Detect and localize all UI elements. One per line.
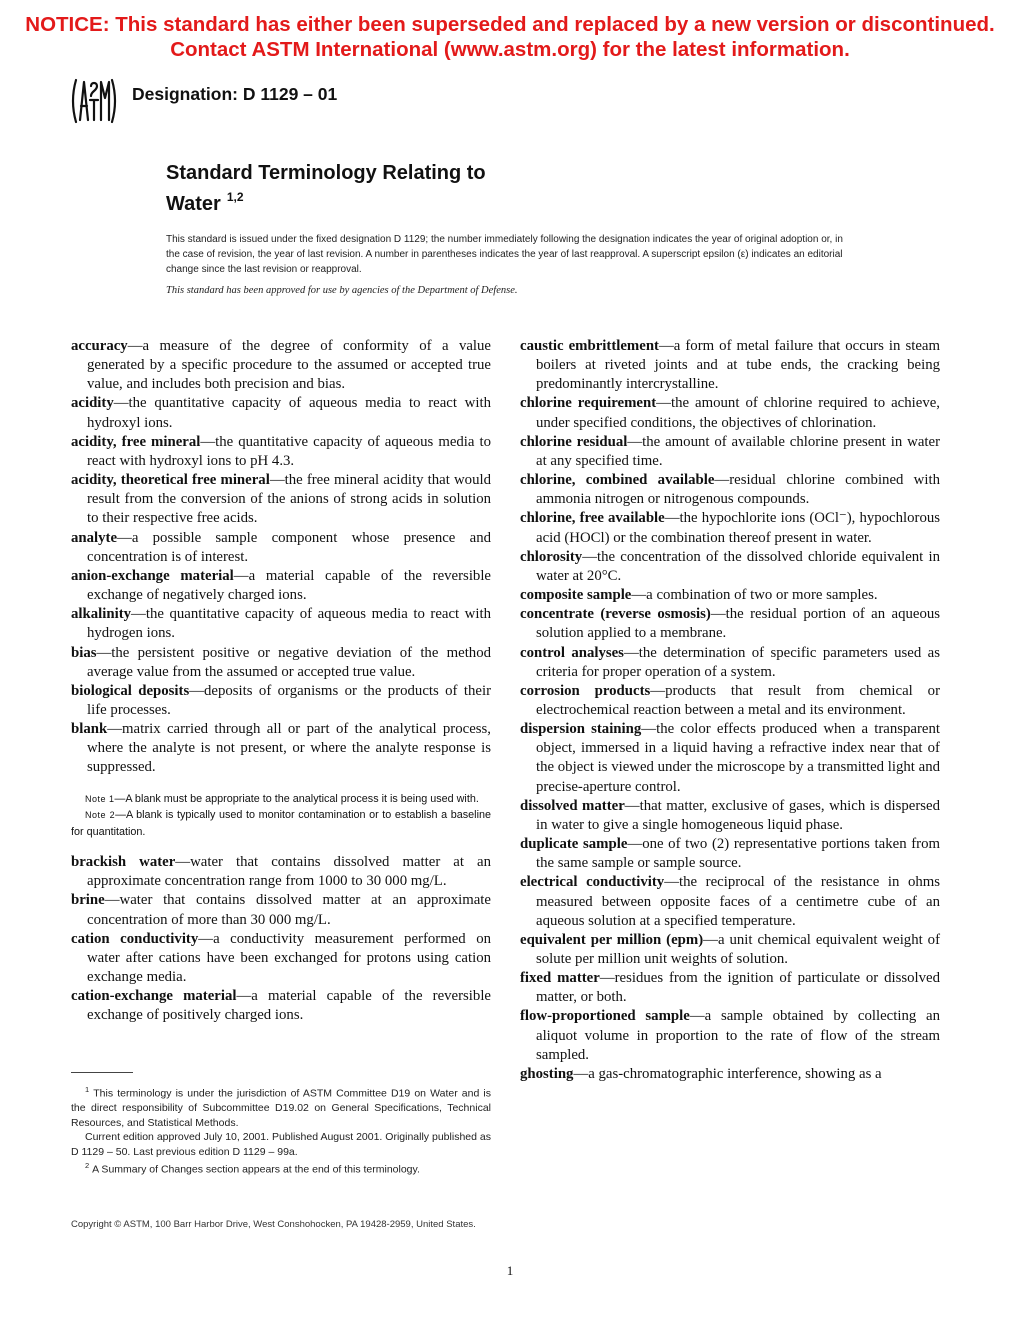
term-name: corrosion products: [520, 682, 651, 699]
term-entry: [71, 891, 491, 929]
note-label: Note 1: [85, 793, 115, 804]
term-entry: [520, 720, 940, 797]
term-entry: [520, 337, 940, 394]
term-name: concentrate (reverse osmosis): [520, 606, 711, 623]
left-column: [71, 337, 491, 1026]
term-entry: [71, 567, 491, 605]
term-entry: [71, 605, 491, 643]
term-definition: —a gas-chromatographic interference, showing as a: [573, 1065, 882, 1082]
term-name: chlorine, free available: [520, 510, 665, 527]
term-entry: [71, 853, 491, 891]
term-name: electrical conductivity: [520, 874, 665, 891]
edition-info: Current edition approved July 10, 2001. Published August 2001. Originally published as D 1129 – 50. Last previous edition D 1129 – 99a.: [71, 1131, 491, 1158]
page-number: 1: [506, 1263, 514, 1278]
term-definition: —products that result from chemical or electrochemical reaction between a metal and its environment.: [536, 682, 940, 718]
footnote-2: $^2$ A Summary of Changes section appears at the end of this terminology.: [85, 1161, 420, 1176]
footnote-1: $^1$ This terminology is under the jurisdiction of ASTM Committee D19 on Water and is the direct responsibility of Subcommittee D19.02 on General Specifications, Technical Resources, and Statistical Methods.: [71, 1085, 491, 1129]
title-line-2: Water $^{1,2}$: [166, 190, 244, 215]
term-entry: [71, 394, 491, 432]
term-name: chlorine requirement: [520, 395, 657, 412]
term-name: blank: [71, 721, 108, 738]
term-definition: —the color effects produced when a transparent object, immersed in a liquid having a refractive index near that of the object is viewed under the microscope by a transmitted light and precise-aperture control.: [536, 721, 940, 795]
term-name: cation-exchange material: [71, 988, 237, 1005]
term-list-a: [71, 337, 491, 778]
term-name: acidity, theoretical free mineral: [71, 472, 270, 489]
term-entry: [520, 873, 940, 930]
term-name: chlorine, combined available: [520, 472, 715, 489]
term-name: acidity, free mineral: [71, 433, 201, 450]
copyright: Copyright © ASTM, 100 Barr Harbor Drive, West Conshohocken, PA 19428-2959, United States.: [71, 1219, 476, 1230]
note: [71, 791, 491, 808]
term-definition: —the amount of available chlorine present in water at any specified time.: [536, 433, 940, 469]
term-name: anion-exchange material: [71, 567, 234, 584]
term-entry: [71, 337, 491, 394]
note-label: Note 2: [85, 810, 116, 821]
term-definition: —a material capable of the reversible exchange of positively charged ions.: [87, 988, 491, 1024]
term-name: alkalinity: [71, 606, 132, 623]
issued-statement: This standard is issued under the fixed designation D 1129; the number immediately following the designation indicates the year of original adoption or, in the case of revision, the year of last revision. A number in parentheses indicates the year of last reapproval. A superscript epsilon (ε) indicates an editorial change since the last revision or reapproval.: [166, 234, 843, 275]
term-definition: —the amount of chlorine required to achieve, under specified conditions, the objectives of chlorination.: [536, 395, 940, 431]
right-column: [520, 337, 940, 1084]
term-definition: —the quantitative capacity of aqueous media to react with hydroxyl ions.: [87, 395, 491, 431]
term-name: brackish water: [71, 854, 176, 871]
footnotes: [71, 1083, 491, 1178]
term-entry: [520, 931, 940, 969]
term-name: cation conductivity: [71, 930, 199, 947]
term-definition: —residues from the ignition of particulate or dissolved matter, or both.: [536, 970, 940, 1006]
term-name: dissolved matter: [520, 797, 625, 814]
term-name: control analyses: [520, 644, 624, 661]
term-name: flow-proportioned sample: [520, 1008, 690, 1025]
term-definition: —a unit chemical equivalent weight of solute per million unit weights of solution.: [536, 931, 941, 967]
term-entry: [71, 529, 491, 567]
term-definition: —water that contains dissolved matter at an approximate concentration of more than 30 000 mg/L.: [87, 892, 491, 928]
notes: [71, 791, 491, 841]
term-entry: [520, 682, 940, 720]
term-definition: —a conductivity measurement performed on water after cations have been exchanged for protons using cation exchange media.: [87, 930, 491, 986]
term-name: brine: [71, 892, 105, 909]
term-entry: [71, 682, 491, 720]
term-name: acidity: [71, 395, 114, 412]
term-list-right: [520, 337, 940, 1084]
term-entry: [71, 471, 491, 528]
term-entry: [520, 471, 940, 509]
term-definition: —a possible sample component whose presence and concentration is of interest.: [87, 529, 491, 565]
term-name: analyte: [71, 529, 118, 546]
term-definition: —residual chlorine combined with ammonia nitrogen or nitrogenous compounds.: [536, 472, 940, 508]
note-text: —A blank is typically used to monitor contamination or to establish a baseline for quantitation.: [71, 809, 491, 838]
term-name: caustic embrittlement: [520, 338, 659, 354]
term-entry: [520, 1065, 940, 1084]
term-definition: —the free mineral acidity that would result from the conversion of the anions of strong acids in solution to their respective free acids.: [87, 472, 491, 527]
term-name: fixed matter: [520, 970, 600, 987]
term-definition: —a measure of the degree of conformity of a value generated by a specific procedure to the assumed or accepted true value, and includes both precision and bias.: [87, 338, 491, 393]
supersession-notice: [0, 12, 1020, 62]
term-name: chlorosity: [520, 548, 583, 565]
term-entry: [520, 586, 940, 605]
notice-line-1: NOTICE: This standard has either been superseded and replaced by a new version or discontinued.: [25, 13, 995, 36]
term-entry: [520, 969, 940, 1007]
term-entry: [71, 644, 491, 682]
term-definition: —a material capable of the reversible exchange of negatively charged ions.: [87, 567, 492, 604]
term-definition: —the reciprocal of the resistance in ohms measured between opposite faces of a centimetre cube of an aqueous solution at a specified temperature.: [536, 874, 941, 929]
term-name: chlorine residual: [520, 433, 628, 450]
dod-approval: This standard has been approved for use by agencies of the Department of Defense.: [166, 285, 518, 297]
term-entry: [520, 644, 940, 682]
term-definition: —one of two (2) representative portions taken from the same sample or sample source.: [536, 836, 940, 872]
term-definition: —the quantitative capacity of aqueous media to react with hydroxyl ions to pH 4.3.: [87, 433, 492, 469]
term-list-b: [71, 853, 491, 1025]
term-entry: [71, 433, 491, 471]
term-definition: —a sample obtained by collecting an aliquot volume in proportion to the rate of flow of the stream sampled.: [536, 1008, 940, 1063]
term-name: biological deposits: [71, 682, 190, 699]
designation: Designation: D 1129 – 01: [132, 84, 338, 104]
term-definition: —a form of metal failure that occurs in steam boilers at riveted joints and at tube ends, the cracking being predominantly intercrystalline.: [536, 338, 940, 393]
term-name: equivalent per million (epm): [520, 931, 704, 948]
term-definition: —the determination of specific parameters used as criteria for proper operation of a system.: [536, 644, 940, 680]
term-entry: [520, 509, 940, 547]
term-definition: —that matter, exclusive of gases, which is dispersed in water to give a single homogeneous liquid phase.: [536, 797, 940, 833]
term-definition: —a combination of two or more samples.: [631, 587, 878, 604]
term-name: duplicate sample: [520, 836, 628, 853]
footnote-divider: [71, 1072, 133, 1073]
term-definition: —water that contains dissolved matter at an approximate concentration range from 1000 to 30 000 mg/L.: [87, 854, 491, 890]
note-text: —A blank must be appropriate to the analytical process it is being used with.: [114, 792, 479, 805]
term-definition: —matrix carried through all or part of the analytical process, where the analyte is not present, or where the analyte response is suppressed.: [87, 721, 491, 776]
term-entry: [71, 987, 491, 1025]
term-name: bias: [71, 644, 97, 661]
preamble: [166, 233, 846, 299]
term-definition: —the quantitative capacity of aqueous media to react with hydrogen ions.: [87, 606, 491, 642]
term-definition: —the concentration of the dissolved chloride equivalent in water at 20°C.: [536, 548, 940, 584]
term-entry: [520, 605, 940, 643]
term-name: dispersion staining: [520, 721, 642, 738]
term-definition: —the residual portion of an aqueous solution applied to a membrane.: [536, 606, 940, 642]
term-entry: [520, 835, 940, 873]
term-definition: —deposits of organisms or the products of their life processes.: [87, 682, 491, 718]
term-entry: [520, 394, 940, 432]
term-entry: [520, 797, 940, 835]
title-line-1: Standard Terminology Relating to: [166, 162, 486, 184]
term-entry: [71, 720, 491, 777]
term-entry: [520, 1007, 940, 1064]
term-entry: [520, 433, 940, 471]
term-name: ghosting: [520, 1065, 574, 1082]
term-name: accuracy: [71, 338, 128, 354]
term-name: composite sample: [520, 587, 632, 604]
term-definition: —the persistent positive or negative deviation of the method average value from the assumed or accepted true value.: [87, 644, 491, 680]
astm-logo: [70, 78, 118, 124]
term-entry: [71, 930, 491, 987]
term-entry: [520, 548, 940, 586]
note: [71, 807, 491, 840]
notice-line-2: Contact ASTM International (www.astm.org) for the latest information.: [170, 38, 850, 61]
page-title: [166, 161, 486, 216]
title-footnote-marks: 1,2: [226, 190, 244, 204]
term-definition: —the hypochlorite ions (OCl⁻), hypochlorous acid (HOCl) or the combination thereof present in water.: [536, 510, 940, 546]
